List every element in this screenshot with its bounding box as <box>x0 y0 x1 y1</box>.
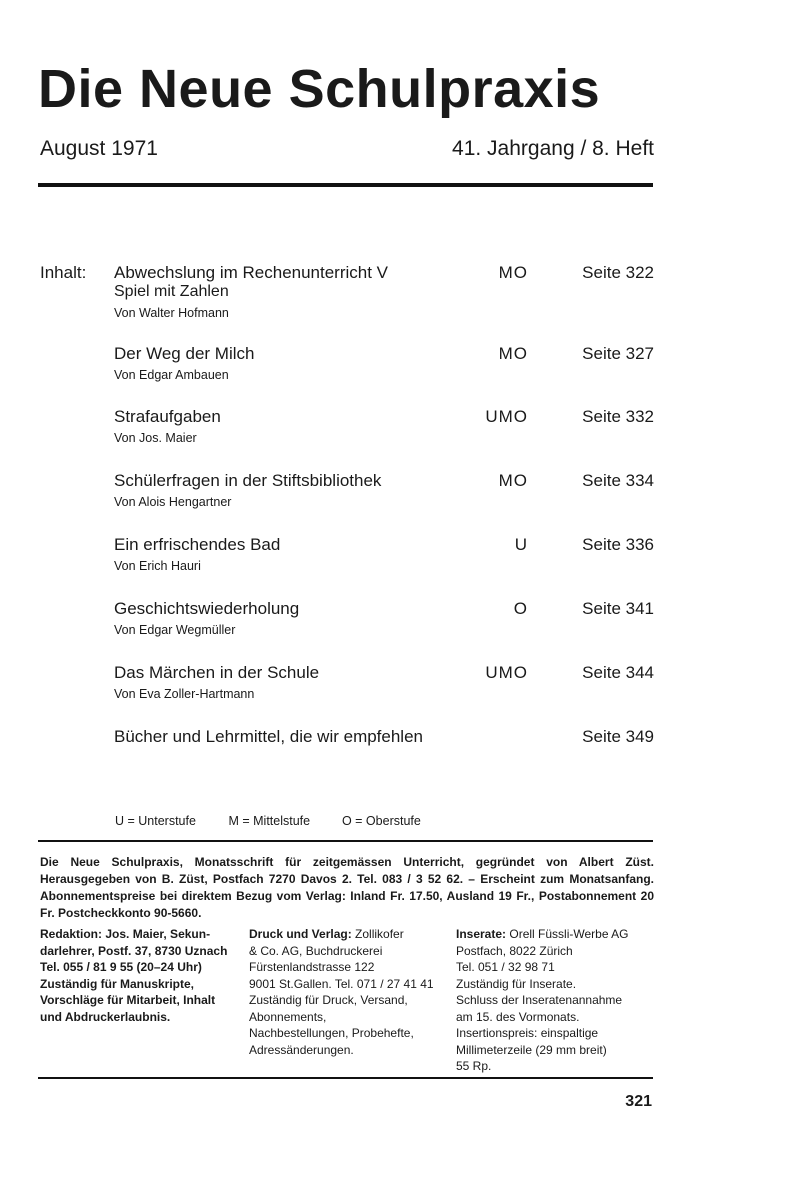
druck-line: Nachbestellungen, Probehefte, <box>249 1026 414 1040</box>
inserate-column <box>456 926 656 1075</box>
toc-entry-level: UMO <box>485 407 528 426</box>
toc-entry-page: Seite 322 <box>582 263 654 282</box>
toc-entry-author: Von Erich Hauri <box>114 559 201 573</box>
druck-line: Zollikofer <box>355 927 404 941</box>
redaktion-column <box>40 926 245 1025</box>
toc-entry <box>114 535 654 574</box>
redaktion-line: Jos. Maier, Sekun- <box>105 927 211 941</box>
inserate-line: Schluss der Inseratenannahme <box>456 993 623 1007</box>
toc-entry-level: MO <box>498 344 528 363</box>
issue-date: August 1971 <box>40 137 158 160</box>
redaktion-label: Redaktion: <box>40 927 103 941</box>
druck-line: & Co. AG, Buchdruckerei <box>249 943 383 958</box>
redaktion-line: Tel. 055 / 81 9 55 (20–24 Uhr) <box>40 960 202 974</box>
toc-entry-author: Von Edgar Wegmüller <box>114 623 236 637</box>
legend-unterstufe: U = Unterstufe <box>115 814 196 828</box>
toc-entry-title: Abwechslung im Rechenunterricht V <box>114 263 389 282</box>
toc-entry-page: Seite 334 <box>582 471 654 490</box>
issue-volume: 41. Jahrgang / 8. Heft <box>452 137 654 160</box>
toc-entry-author: Von Jos. Maier <box>114 431 197 445</box>
inserate-label: Inserate: <box>456 927 507 941</box>
toc-entry-level: UMO <box>485 663 528 682</box>
toc-entry-author: Von Walter Hofmann <box>114 306 229 320</box>
redaktion-line: Vorschläge für Mitarbeit, Inhalt <box>40 993 216 1007</box>
toc-entry-title: Ein erfrischendes Bad <box>114 535 281 554</box>
page-number: 321 <box>625 1093 652 1110</box>
toc-entry-author: Von Eva Zoller-Hartmann <box>114 687 255 701</box>
toc-entry-title: Das Märchen in der Schule <box>114 663 320 682</box>
level-legend <box>115 814 421 828</box>
legend-divider <box>38 840 653 842</box>
legend-oberstufe: O = Oberstufe <box>341 814 421 828</box>
legend-mittelstufe: M = Mittelstufe <box>228 814 311 828</box>
druck-label: Druck und Verlag: <box>249 927 352 941</box>
toc-entry <box>114 599 654 638</box>
inserate-line: Zuständig für Inserate. <box>456 976 577 991</box>
toc-entry-page: Seite 341 <box>582 599 654 618</box>
issue-info <box>40 137 654 163</box>
toc-entry-author: Von Alois Hengartner <box>114 495 232 509</box>
druck-verlag-column <box>249 926 449 1058</box>
magazine-title: Die Neue Schulpraxis <box>38 59 601 119</box>
toc-entry-level: MO <box>498 263 528 282</box>
inserate-line: Millimeterzeile (29 mm breit) <box>456 1042 607 1057</box>
toc-entry-author: Von Edgar Ambauen <box>114 368 229 382</box>
redaktion-line: darlehrer, Postf. 37, 8730 Uznach <box>40 943 228 958</box>
toc-entry-level: MO <box>498 471 528 490</box>
toc-entry <box>114 263 654 321</box>
druck-line: Adressänderungen. <box>249 1042 354 1057</box>
toc-entry-title: Bücher und Lehrmittel, die wir empfehlen <box>114 727 423 746</box>
toc-entry-title: Der Weg der Milch <box>114 344 255 363</box>
druck-line: 9001 St.Gallen. Tel. 071 / 27 41 41 <box>249 976 434 991</box>
inserate-line: 55 Rp. <box>456 1059 492 1073</box>
inserate-line: Orell Füssli-Werbe AG <box>509 927 629 941</box>
header-divider <box>38 183 653 187</box>
footer-divider <box>38 1077 653 1079</box>
toc-entry-page: Seite 336 <box>582 535 654 554</box>
toc-entry-page: Seite 327 <box>582 344 654 363</box>
masthead-text: Die Neue Schulpraxis, Monatsschrift für zeitgemässen Unterricht, gegründet von Albert Züst. Herausgegeben von B. Züst, Postfach 7270 Davos 2. Tel. 083 / 3 52 62. – Erscheint zum Monatsanfang. Abonnementspreise bei direktem Bezug vom Verlag: Inland Fr. 17.50, Ausland 19 Fr., Postabonnement 20 Fr. Postcheckkonto 90-5660. <box>40 855 654 920</box>
redaktion-line: Zuständig für Manuskripte, <box>40 976 195 991</box>
druck-line: Fürstenlandstrasse 122 <box>249 960 375 974</box>
toc-entry <box>114 663 654 702</box>
toc-label: Inhalt: <box>40 263 87 282</box>
toc-entry-page: Seite 349 <box>582 727 654 746</box>
toc-entry-level: U <box>514 535 528 554</box>
toc-entry-title: Geschichtswiederholung <box>114 599 300 618</box>
inserate-line: Tel. 051 / 32 98 71 <box>456 960 555 974</box>
inserate-line: Insertionspreis: einspaltige <box>456 1026 599 1040</box>
druck-line: Abonnements, <box>249 1009 327 1024</box>
toc-entry <box>114 344 654 383</box>
toc-entry-page: Seite 332 <box>582 407 654 426</box>
inserate-line: am 15. des Vormonats. <box>456 1009 580 1024</box>
toc-entry-title: Strafaufgaben <box>114 407 221 426</box>
toc-entry <box>114 407 654 446</box>
redaktion-line: und Abdruckerlaubnis. <box>40 1009 171 1024</box>
toc-entry-subtitle: Spiel mit Zahlen <box>114 283 229 300</box>
toc-entry-page: Seite 344 <box>582 663 654 682</box>
toc-entry-title: Schülerfragen in der Stiftsbibliothek <box>114 471 382 490</box>
druck-line: Zuständig für Druck, Versand, <box>249 993 408 1007</box>
inserate-line: Postfach, 8022 Zürich <box>456 943 573 958</box>
toc-entry <box>114 727 654 746</box>
toc-entry-level: O <box>513 599 528 618</box>
toc-entry <box>114 471 654 510</box>
